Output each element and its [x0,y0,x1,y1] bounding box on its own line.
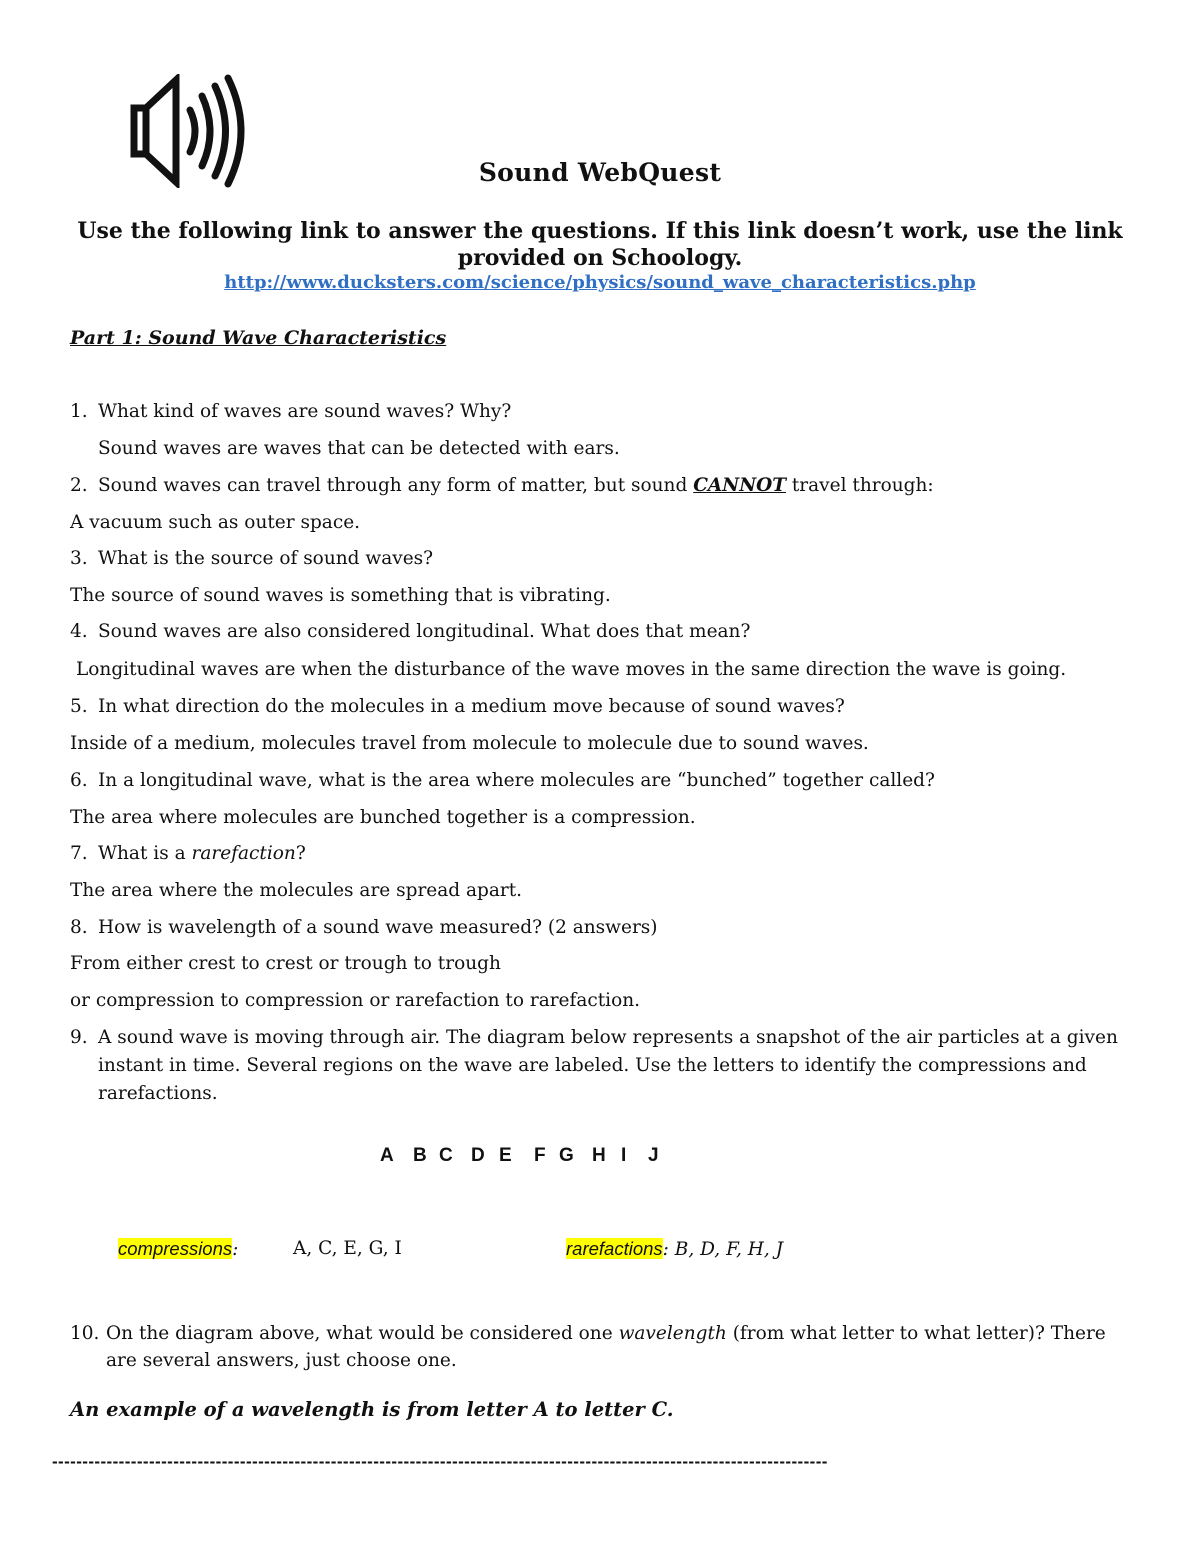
compressions-answer: A, C, E, G, I [293,1238,402,1259]
rarefactions-row: rarefactions: B, D, F, H, J [566,1238,784,1260]
answer-5: Inside of a medium, molecules travel from molecule to molecule due to sound waves. [70,733,869,754]
answer-8b: or compression to compression or rarefaction to rarefaction. [70,990,641,1011]
answer-4: Longitudinal waves are when the disturbance of the wave moves in the same direction the wave is going. [76,659,1067,680]
page-title: Sound WebQuest [478,158,722,187]
rarefactions-label: rarefactions [566,1238,663,1259]
letter-h: H [592,1145,606,1166]
answer-1: Sound waves are waves that can be detected with ears. [98,438,620,459]
letter-g: G [559,1145,574,1166]
letter-e: E [499,1145,512,1166]
question-8: 8. How is wavelength of a sound wave measured? (2 answers) [70,917,658,938]
reference-link[interactable]: http://www.ducksters.com/science/physics/sound_wave_characteristics.php [224,272,976,293]
rarefaction-emphasis: rarefaction [191,843,296,864]
question-3: 3. What is the source of sound waves? [70,548,434,569]
compressions-row: compressions: [118,1238,239,1260]
letter-i: I [621,1145,627,1166]
answer-3: The source of sound waves is something that is vibrating. [70,585,611,606]
dashed-divider: -------------------------------------------------------------------------------------------------------------------------------- [52,1452,828,1471]
answer-2: A vacuum such as outer space. [70,512,361,533]
question-1: 1. What kind of waves are sound waves? Why? [70,401,512,422]
letter-a: A [380,1145,394,1166]
question-7: 7. What is a rarefaction? [70,843,306,864]
answer-6: The area where molecules are bunched together is a compression. [70,807,696,828]
question-5: 5. In what direction do the molecules in a medium move because of sound waves? [70,696,845,717]
question-6: 6. In a longitudinal wave, what is the area where molecules are “bunched” together called? [70,770,935,791]
question-9: 9. A sound wave is moving through air. The diagram below represents a snapshot of the air particles at a given instant in time. Several regions on the wave are labeled. Use the letters to identify the compressions and rarefactions. [70,1027,1118,1104]
part1-heading: Part 1: Sound Wave Characteristics [70,327,447,349]
example-answer: An example of a wavelength is from letter A to letter C. [70,1398,674,1421]
letter-c: C [439,1145,453,1166]
wavelength-emphasis: wavelength [618,1323,727,1344]
answer-7: The area where the molecules are spread apart. [70,880,523,901]
letter-j: J [648,1145,659,1166]
letter-d: D [471,1145,485,1166]
rarefactions-answer: B, D, F, H, J [674,1239,784,1260]
instructions: Use the following link to answer the questions. If this link doesn’t work, use the link provided on Schoology. [77,218,1123,271]
question-10: 10. On the diagram above, what would be considered one wavelength (from what letter to what letter)? There are several answers, just choose one. [70,1323,1106,1371]
question-4: 4. Sound waves are also considered longitudinal. What does that mean? [70,621,751,642]
question-2: 2. Sound waves can travel through any form of matter, but sound CANNOT travel through: [70,475,934,496]
compressions-label: compressions [118,1238,233,1259]
letter-b: B [413,1145,427,1166]
answer-8a: From either crest to crest or trough to trough [70,953,501,974]
cannot-emphasis: CANNOT [693,475,786,496]
letter-f: F [534,1145,546,1166]
